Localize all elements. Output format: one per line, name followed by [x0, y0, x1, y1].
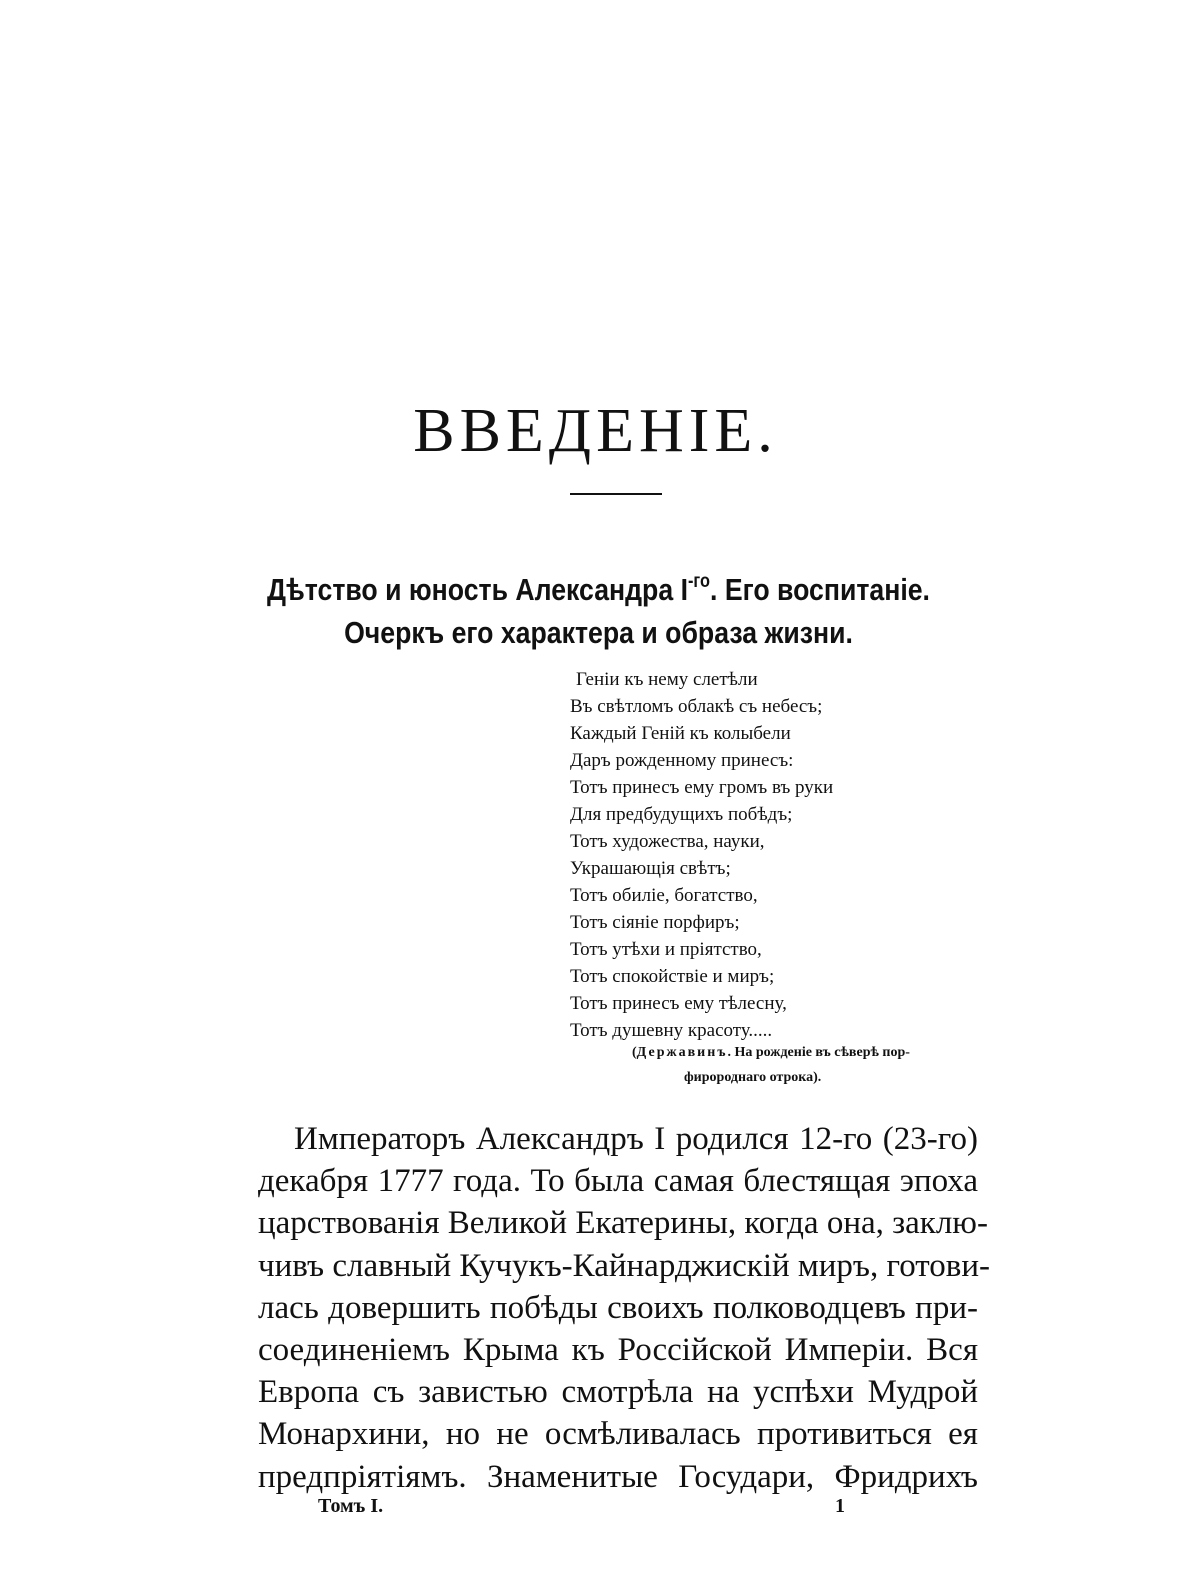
epigraph-line: Каждый Геній къ колыбели: [570, 723, 791, 744]
epigraph: [570, 666, 990, 1044]
chapter-heading: [86, 560, 1110, 654]
chapter-heading-superscript: -го: [687, 571, 711, 592]
attribution-line-2: фиророднаго отрока).: [684, 1070, 822, 1085]
epigraph-line: Тотъ сіяніе порфиръ;: [570, 912, 740, 933]
chapter-heading-line-2: Очеркъ его характера и образа жизни.: [344, 615, 853, 650]
body-line: декабря 1777 года. То была самая блестящая эпоха: [258, 1163, 978, 1200]
footer-volume-label: Томъ I.: [318, 1495, 384, 1517]
body-line: предпріятіямъ. Знаменитые Государи, Фридрихъ: [258, 1458, 978, 1495]
body-line: соединеніемъ Крыма къ Россійской Имперіи. Вся: [258, 1332, 978, 1369]
body-line: Императоръ Александръ I родился 12-го (23-го): [294, 1121, 978, 1157]
page-title: ВВЕДЕНІЕ.: [413, 397, 778, 465]
attribution-open-paren: (: [632, 1045, 637, 1060]
body-line: лась довершить побѣды своихъ полководцевъ при-: [258, 1289, 978, 1326]
epigraph-line: Тотъ принесъ ему тѣлесну,: [570, 993, 787, 1014]
epigraph-line: Тотъ художества, науки,: [570, 831, 765, 852]
body-line: Монархини, но не осмѣливалась противиться ея: [258, 1416, 978, 1453]
epigraph-line: Украшающія свѣтъ;: [570, 858, 731, 879]
epigraph-line: Тотъ душевну красоту.....: [570, 1020, 773, 1041]
page-number: 1: [835, 1495, 845, 1517]
epigraph-line: Тотъ принесъ ему громъ въ руки: [570, 777, 834, 798]
body-line: царствованія Великой Екатерины, когда она, заклю-: [258, 1205, 988, 1242]
body-line: чивъ славный Кучукъ-Кайнарджискій миръ, готови-: [258, 1247, 990, 1284]
body-line: Европа съ завистью смотрѣла на успѣхи Мудрой: [258, 1374, 978, 1411]
attribution-line-1: [632, 1040, 972, 1065]
chapter-heading-line-1: [86, 560, 1110, 611]
epigraph-line: Даръ рожденному принесъ:: [570, 750, 794, 771]
chapter-heading-text-1b: . Его воспитаніе.: [710, 572, 930, 607]
attribution-author: Державинъ: [636, 1045, 728, 1060]
epigraph-line: Тотъ обиліе, богатство,: [570, 885, 758, 906]
title-divider: [570, 493, 662, 495]
epigraph-line: Тотъ спокойствіе и миръ;: [570, 966, 775, 987]
body-paragraph: [258, 1118, 990, 1498]
attribution-text: . На рожденіе въ сѣверѣ пор-: [727, 1045, 910, 1060]
chapter-heading-text-1: Дѣтство и юность Александра I: [267, 572, 688, 607]
epigraph-line: Въ свѣтломъ облакѣ съ небесъ;: [570, 696, 823, 717]
epigraph-line: Для предбудущихъ побѣдъ;: [570, 804, 793, 825]
epigraph-line: Геніи къ нему слетѣли: [576, 669, 758, 690]
epigraph-line: Тотъ утѣхи и пріятство,: [570, 939, 762, 960]
epigraph-attribution: [632, 1040, 972, 1090]
